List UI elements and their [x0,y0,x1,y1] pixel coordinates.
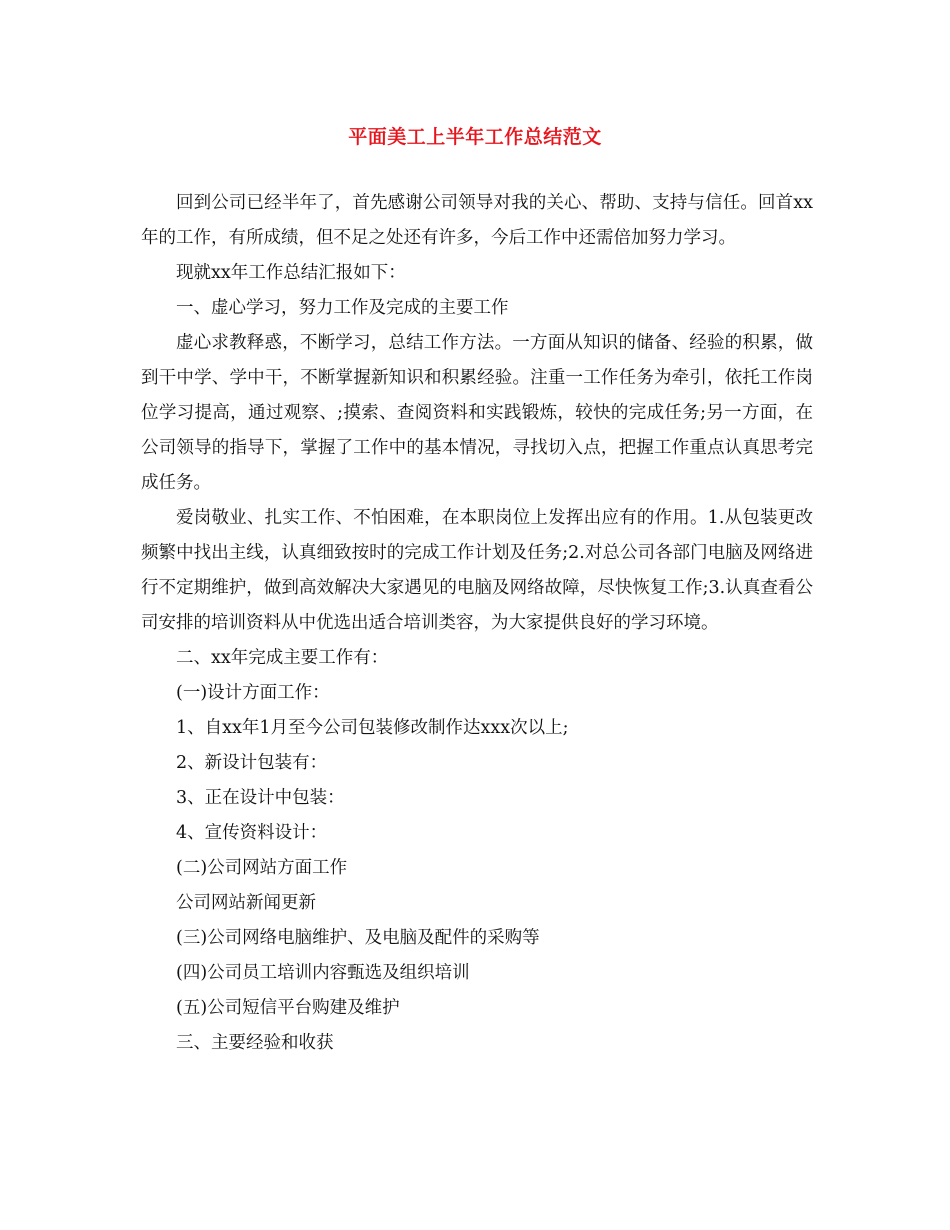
list-item-2: 2、新设计包装有： [176,753,328,773]
paragraph-intro: 回到公司已经半年了，首先感谢公司领导对我的关心、帮助、支持与信任。回首xx年的工作，有所成绩，但不足之处还有许多，今后工作中还需倍加努力学习。 [141,193,813,248]
subsection-website: (二)公司网站方面工作 [176,858,348,878]
section-heading-1: 一、虚心学习，努力工作及完成的主要工作 [176,298,509,318]
section-heading-2: 二、xx年完成主要工作有： [176,648,389,668]
document-body [141,186,813,1061]
list-item-1: 1、自xx年1月至今公司包装修改制作达xxx次以上; [176,718,569,738]
subsection-sms-platform: (五)公司短信平台购建及维护 [176,998,400,1018]
paragraph-summary-lead: 现就xx年工作总结汇报如下： [176,263,406,283]
subsection-design: (一)设计方面工作： [176,683,330,703]
subsection-network: (三)公司网络电脑维护、及电脑及配件的采购等 [176,928,540,948]
list-item-3: 3、正在设计中包装： [176,788,345,808]
list-item-4: 4、宣传资料设计： [176,823,328,843]
website-news-line: 公司网站新闻更新 [176,893,316,913]
section-heading-3: 三、主要经验和收获 [176,1033,334,1053]
subsection-training: (四)公司员工培训内容甄选及组织培训 [176,963,470,983]
paragraph-dedication: 爱岗敬业、扎实工作、不怕困难，在本职岗位上发挥出应有的作用。1.从包装更改频繁中找出主线，认真细致按时的完成工作计划及任务;2.对总公司各部门电脑及网络进行不定期维护，做到高效解决大家遇见的电脑及网络故障，尽快恢复工作;3.认真查看公司安排的培训资料从中优选出适合培训类容，为大家提供良好的学习环境。 [141,508,813,633]
document-title: 平面美工上半年工作总结范文 [348,126,602,148]
paragraph-learning: 虚心求教释惑，不断学习，总结工作方法。一方面从知识的储备、经验的积累，做到干中学、学中干，不断掌握新知识和积累经验。注重一工作任务为牵引，依托工作岗位学习提高，通过观察、;摸索、查阅资料和实践锻炼，较快的完成任务;另一方面，在公司领导的指导下，掌握了工作中的基本情况，寻找切入点，把握工作重点认真思考完成任务。 [141,333,813,493]
